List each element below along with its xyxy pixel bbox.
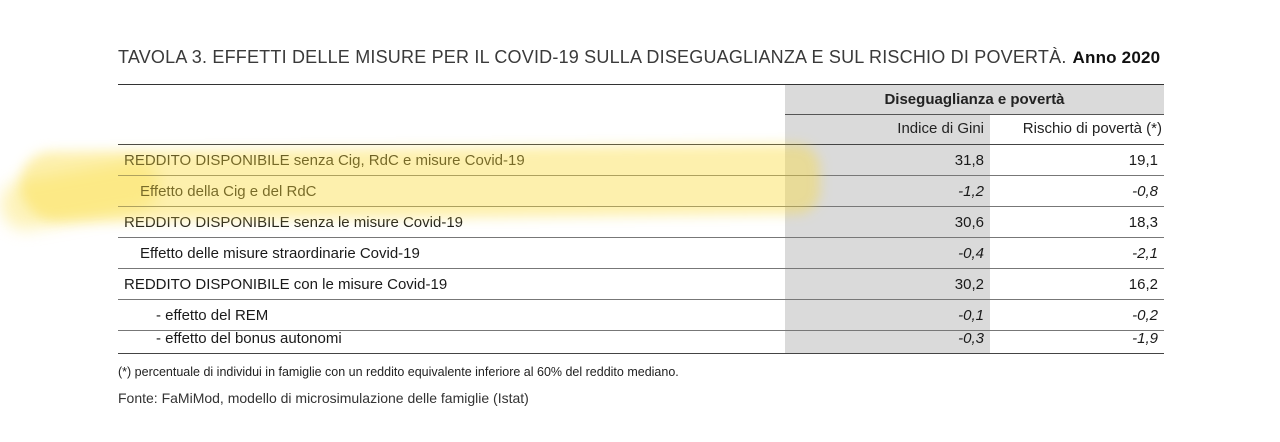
table-row — [118, 145, 1164, 175]
row-label: Effetto della Cig e del RdC — [140, 183, 317, 200]
table-row — [118, 323, 1164, 353]
row-label: Effetto delle misure straordinarie Covid-19 — [140, 245, 420, 262]
table-bottom-rule — [118, 353, 1164, 354]
risk-value: 19,1 — [1128, 152, 1158, 169]
table-row — [118, 207, 1164, 237]
column-header-gini: Indice di Gini — [897, 120, 984, 137]
table-row — [118, 269, 1164, 299]
risk-value: 16,2 — [1128, 276, 1158, 293]
risk-value: -0,2 — [1132, 307, 1158, 324]
source-note: Fonte: FaMiMod, modello di microsimulazione delle famiglie (Istat) — [118, 390, 529, 406]
risk-value: -0,8 — [1132, 183, 1158, 200]
gini-value: 30,2 — [954, 276, 984, 293]
gini-value: -1,2 — [958, 183, 984, 200]
table-row — [118, 238, 1164, 268]
footnote: (*) percentuale di individui in famiglie con un reddito equivalente inferiore al 60% del reddito mediano. — [118, 365, 679, 379]
row-label: REDDITO DISPONIBILE senza le misure Covid-19 — [124, 214, 464, 231]
risk-value: -2,1 — [1132, 245, 1158, 262]
row-label: - effetto del REM — [156, 307, 269, 324]
risk-value: 18,3 — [1128, 214, 1158, 231]
gini-value: -0,3 — [958, 330, 984, 347]
gini-value: 31,8 — [954, 152, 984, 169]
gini-value: -0,4 — [958, 245, 984, 262]
table-title-year: Anno 2020 — [1072, 48, 1161, 67]
risk-value: -1,9 — [1132, 330, 1158, 347]
gini-value: 30,6 — [954, 214, 984, 231]
row-label: REDDITO DISPONIBILE con le misure Covid-19 — [124, 276, 448, 293]
table-row — [118, 176, 1164, 206]
column-header-risk: Rischio di povertà (*) — [1022, 120, 1162, 137]
gini-value: -0,1 — [958, 307, 984, 324]
table-title-main: TAVOLA 3. EFFETTI DELLE MISURE PER IL COVID-19 SULLA DISEGUAGLIANZA E SUL RISCHIO DI POVERTÀ. — [118, 47, 1067, 67]
row-label: REDDITO DISPONIBILE senza Cig, RdC e misure Covid-19 — [124, 152, 525, 169]
row-label: - effetto del bonus autonomi — [156, 330, 342, 347]
group-header: Diseguaglianza e povertà — [884, 91, 1065, 108]
table-title — [118, 47, 1160, 68]
